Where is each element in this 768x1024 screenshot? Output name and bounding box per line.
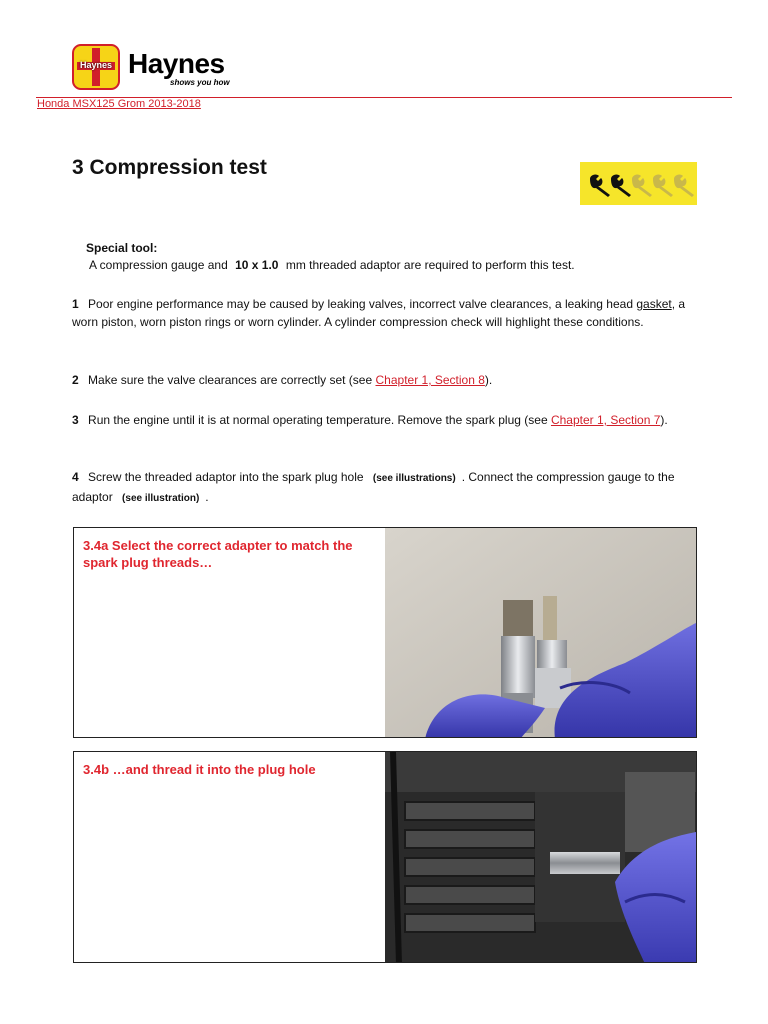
step-text-after: , a worn piston, worn piston rings or worn cylinder. A cylinder compression check will highlight these conditions. bbox=[72, 297, 686, 329]
step-text-after: ). bbox=[484, 373, 493, 387]
special-tool-before: A compression gauge and bbox=[89, 258, 228, 272]
gasket-link[interactable]: gasket bbox=[636, 297, 672, 311]
figure-caption: 3.4b …and thread it into the plug hole bbox=[83, 762, 316, 777]
haynes-logo bbox=[72, 44, 232, 90]
step-number: 3 bbox=[72, 413, 79, 427]
chapter-1-section-7-link[interactable]: Chapter 1, Section 7 bbox=[550, 413, 661, 427]
spanner-icon bbox=[674, 174, 694, 196]
figure-3-4b bbox=[73, 751, 697, 963]
step-3 bbox=[58, 411, 700, 429]
step-text: Make sure the valve clearances are correctly set (see bbox=[88, 373, 373, 387]
step-number: 4 bbox=[72, 470, 79, 484]
special-tool-text bbox=[89, 256, 689, 274]
step-text: Poor engine performance may be caused by leaking valves, incorrect valve clearances, a leaking head bbox=[88, 297, 634, 311]
step-text-after: ). bbox=[660, 413, 668, 427]
difficulty-rating bbox=[580, 162, 697, 205]
logo-name: Haynes bbox=[128, 48, 225, 79]
spanner-icon bbox=[653, 174, 673, 196]
see-illustration-link[interactable]: (see illustration) bbox=[122, 493, 200, 504]
breadcrumb-link[interactable]: Honda MSX125 Grom 2013-2018 bbox=[37, 98, 201, 110]
badge-text: Haynes bbox=[79, 60, 113, 70]
adapter-and-spark-plug-photo bbox=[385, 528, 696, 737]
step-text: Run the engine until it is at normal operating temperature. Remove the spark plug (see bbox=[88, 413, 548, 427]
adaptor-size: 10 x 1.0 bbox=[235, 258, 279, 272]
chapter-1-section-8-link[interactable]: Chapter 1, Section 8 bbox=[375, 373, 485, 387]
page-title: 3 Compression test bbox=[72, 156, 267, 179]
step-4 bbox=[72, 468, 704, 508]
spanner-icon bbox=[590, 174, 610, 196]
haynes-badge-icon bbox=[72, 44, 120, 90]
special-tool-label: Special tool: bbox=[86, 241, 158, 255]
figure-caption: 3.4a Select the correct adapter to match the spark plug threads… bbox=[83, 538, 353, 570]
special-tool-after: mm threaded adaptor are required to perform this test. bbox=[285, 258, 575, 272]
spanner-icon bbox=[584, 169, 694, 199]
spanner-icon bbox=[611, 174, 631, 196]
step-1 bbox=[72, 295, 700, 331]
step-number: 1 bbox=[72, 297, 79, 311]
step-text: Screw the threaded adaptor into the spark plug hole bbox=[88, 470, 364, 484]
see-illustrations-link[interactable]: (see illustrations) bbox=[372, 473, 456, 484]
step-2 bbox=[72, 371, 700, 389]
step-text-mid: . Connect the compression gauge to the adaptor bbox=[72, 470, 675, 504]
figure-3-4a bbox=[73, 527, 697, 738]
engine-plug-hole-photo bbox=[385, 752, 696, 962]
special-tool-heading bbox=[86, 239, 686, 257]
step-number: 2 bbox=[72, 373, 79, 387]
spanner-icon bbox=[632, 174, 652, 196]
logo-tagline: shows you how bbox=[170, 78, 230, 87]
step-text-after: . bbox=[205, 490, 209, 504]
